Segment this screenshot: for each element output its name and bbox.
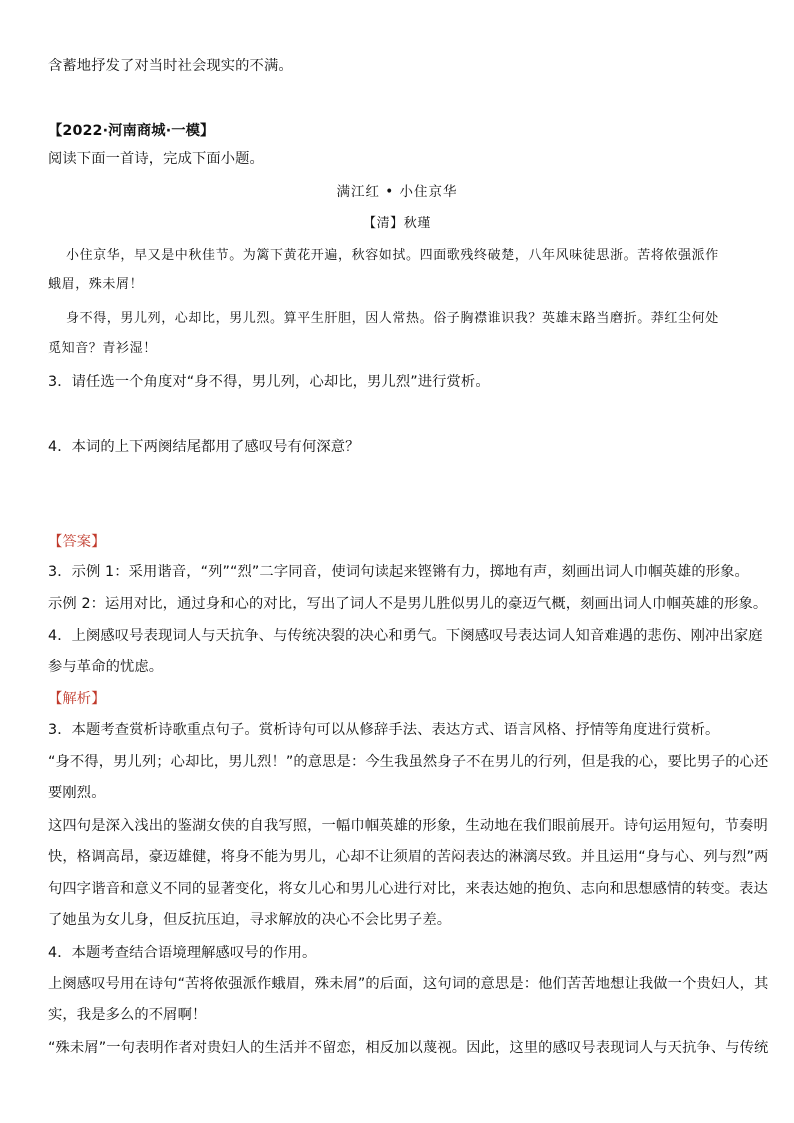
question-source: 【2022·河南商城·一模】 bbox=[48, 123, 215, 139]
analysis-3-para-2-line-1: 这四句是深入浅出的鉴湖女侠的自我写照，一幅巾帼英雄的形象，生动地在我们眼前展开。诗句运用短句，节奏明 bbox=[48, 818, 768, 834]
answer-3-example-1: 3．示例 1：采用谐音，“列”“烈”二字同音，使词句读起来铿锵有力，掷地有声，刻画出词人巾帼英雄的形象。 bbox=[48, 564, 749, 580]
analysis-3-para-1-line-2: 要刚烈。 bbox=[48, 785, 106, 801]
analysis-4-intro: 4．本题考查结合语境理解感叹号的作用。 bbox=[48, 945, 317, 961]
question-3: 3．请任选一个角度对“身不得，男儿列，心却比，男儿烈”进行赏析。 bbox=[48, 374, 490, 390]
answer-4-line-2: 参与革命的忧虑。 bbox=[48, 659, 164, 675]
poem-author: 【清】秋瑾 bbox=[362, 216, 431, 231]
answer-4-line-1: 4．上阕感叹号表现词人与天抗争、与传统决裂的决心和勇气。下阕感叹号表达词人知音难遇的悲伤、刚冲出家庭 bbox=[48, 628, 763, 644]
poem-stanza-1-line-1: 小住京华，早又是中秋佳节。为篱下黄花开遍，秋容如拭。四面歌残终破楚，八年风味徒思浙。苦将侬强派作 bbox=[66, 248, 719, 263]
answer-header: 【答案】 bbox=[48, 534, 106, 550]
analysis-3-para-2-line-4: 了她虽为女儿身，但反抗压迫，寻求解放的决心不会比男子差。 bbox=[48, 912, 452, 928]
analysis-header: 【解析】 bbox=[48, 691, 106, 707]
reading-instruction: 阅读下面一首诗，完成下面小题。 bbox=[48, 151, 264, 167]
answer-3-example-2: 示例 2：运用对比，通过身和心的对比，写出了词人不是男儿胜似男儿的豪迈气概，刻画出词人巾帼英雄的形象。 bbox=[48, 596, 768, 612]
poem-stanza-2-line-1: 身不得，男儿列，心却比，男儿烈。算平生肝胆，因人常热。俗子胸襟谁识我？英雄末路当磨折。莽红尘何处 bbox=[66, 311, 719, 326]
previous-answer-ending: 含蓄地抒发了对当时社会现实的不满。 bbox=[48, 58, 293, 74]
poem-stanza-1-line-2: 蛾眉，殊未屑！ bbox=[48, 277, 144, 292]
poem-stanza-2-line-2: 觅知音？青衫湿！ bbox=[48, 341, 157, 356]
analysis-3-para-2-line-3: 句四字谐音和意义不同的显著变化，将女儿心和男儿心进行对比，来表达她的抱负、志向和思想感情的转变。表达 bbox=[48, 881, 768, 897]
analysis-3-intro: 3．本题考查赏析诗歌重点句子。赏析诗句可以从修辞手法、表达方式、语言风格、抒情等角度进行赏析。 bbox=[48, 722, 720, 738]
analysis-3-para-1-line-1: “身不得，男儿列；心却比，男儿烈！”的意思是：今生我虽然身子不在男儿的行列，但是我的心，要比男子的心还 bbox=[48, 754, 769, 770]
analysis-4-para-1-line-1: 上阕感叹号用在诗句“苦将侬强派作蛾眉，殊未屑”的后面，这句词的意思是：他们苦苦地想让我做一个贵妇人，其 bbox=[48, 976, 769, 992]
question-4: 4．本词的上下两阕结尾都用了感叹号有何深意？ bbox=[48, 439, 360, 455]
analysis-4-para-2-line-1: “殊未屑”一句表明作者对贵妇人的生活并不留恋，相反加以蔑视。因此，这里的感叹号表现词人与天抗争、与传统 bbox=[48, 1040, 769, 1056]
analysis-3-para-2-line-2: 快，格调高昂，豪迈雄健，将身不能为男儿，心却不让须眉的苦闷表达的淋漓尽致。并且运用“身与心、列与烈”两 bbox=[48, 849, 769, 865]
analysis-4-para-1-line-2: 实，我是多么的不屑啊！ bbox=[48, 1007, 207, 1023]
poem-title: 满江红 • 小住京华 bbox=[336, 184, 458, 200]
